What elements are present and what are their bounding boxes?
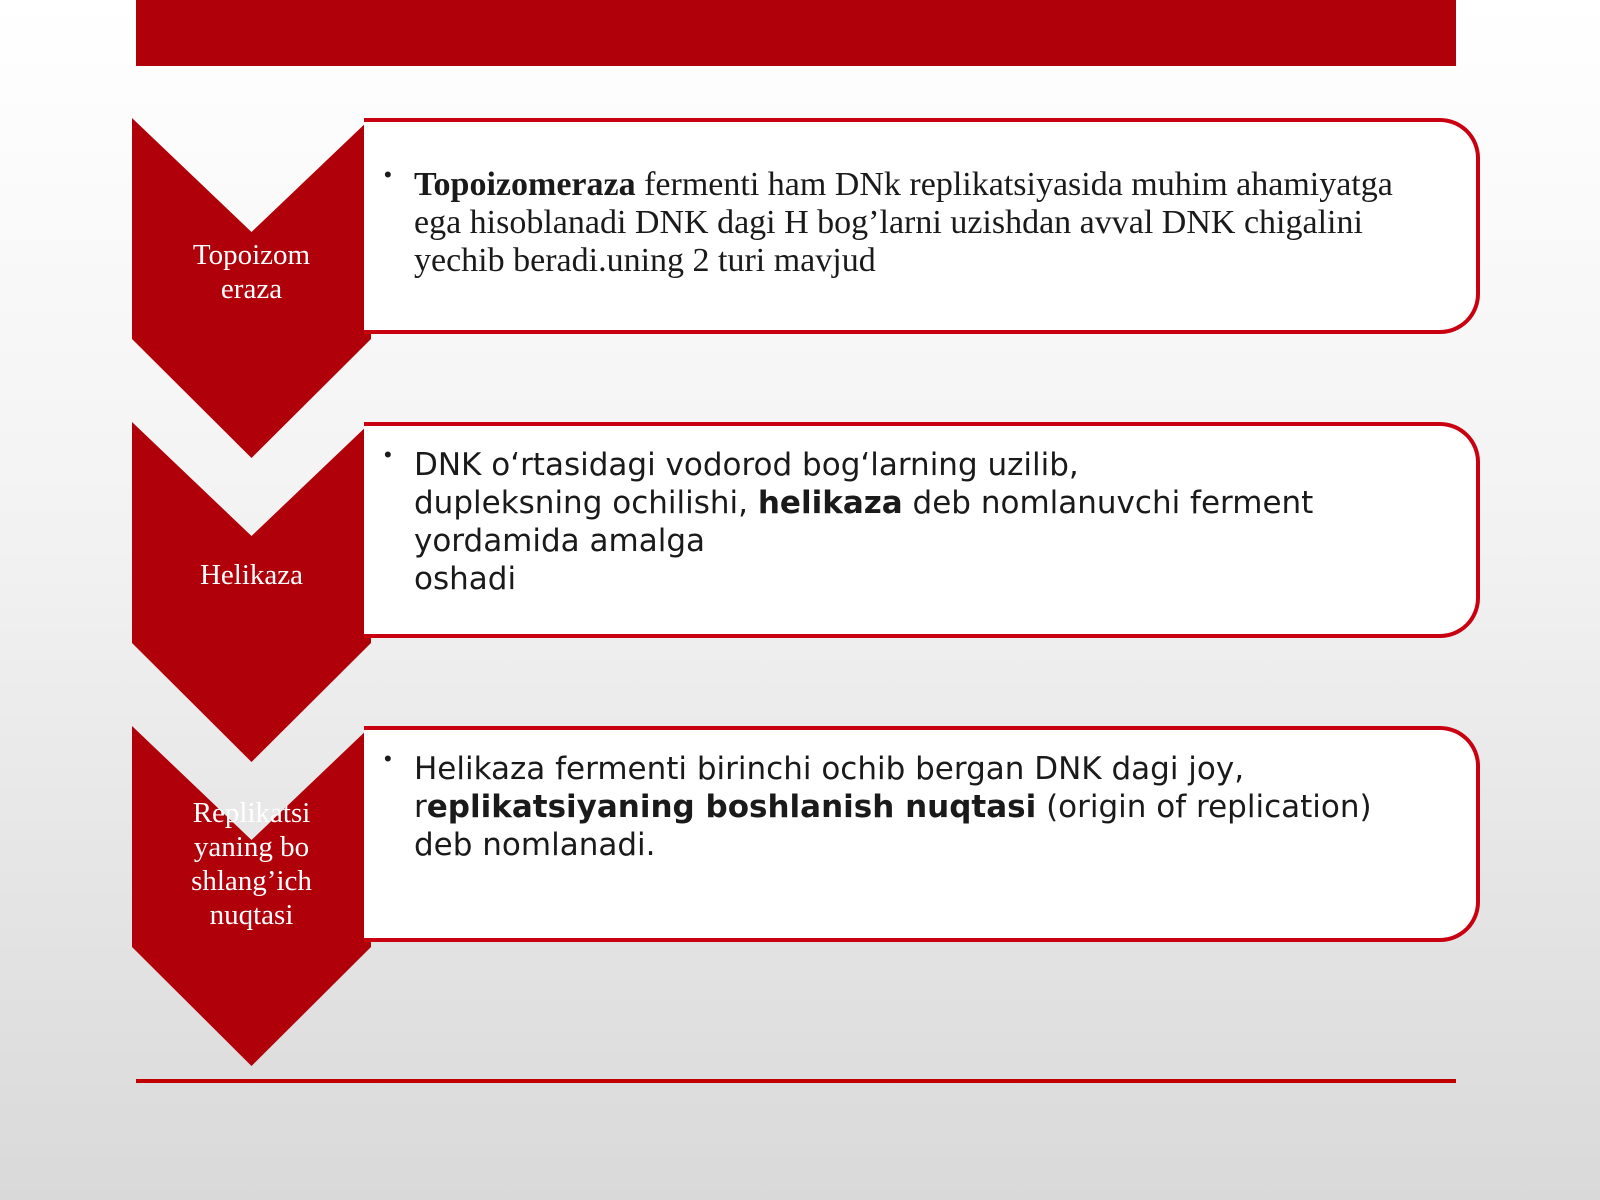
bold-term: Topoizomeraza [414,166,636,203]
text-line: yechib beradi.uning 2 turi mavjud [414,242,876,279]
bullet-1: • [384,162,392,187]
bold-term: helikaza [757,485,903,521]
bullet-3: • [384,746,392,771]
line-text: dupleksning ochilishi, [414,485,758,521]
bullet-2: • [384,442,392,467]
text-body-1 [414,166,1454,280]
text-box-3 [364,726,1480,942]
title-band [136,0,1456,66]
chevron-label-2: Helikaza [199,559,304,591]
line-text: fermenti ham DNk replikatsiyasida muhim ahamiyatga [635,166,1393,203]
line-text: (origin of replication) [1036,789,1372,825]
text-line [414,788,1454,826]
text-box-1 [364,118,1480,334]
text-line [414,484,1454,522]
text-body-2 [414,446,1454,598]
text-line: yordamida amalga [414,523,706,559]
bold-term: eplikatsiyaning boshlanish nuqtasi [426,789,1037,825]
text-line: DNK o‘rtasidagi vodorod bog‘larning uzilib, [414,447,1079,483]
text-line: deb nomlanadi. [414,827,656,863]
line-text: deb nomlanuvchi ferment [902,485,1314,521]
chevron-label-3: Replikatsiyaning boshlang’ich nuqtasi [191,797,312,931]
line-text: r [414,789,427,825]
chevron-label-1: Topoizomeraza [192,239,311,305]
text-line: Helikaza fermenti birinchi ochib bergan DNK dagi joy, [414,751,1245,787]
bottom-divider [136,1079,1456,1083]
text-line: ega hisoblanadi DNK dagi H bog’larni uzishdan avval DNK chigalini [414,204,1363,241]
text-line: oshadi [414,561,517,597]
text-box-2 [364,422,1480,638]
chevron-step-2 [132,422,371,762]
text-body-3 [414,750,1454,864]
text-line [414,166,1454,204]
